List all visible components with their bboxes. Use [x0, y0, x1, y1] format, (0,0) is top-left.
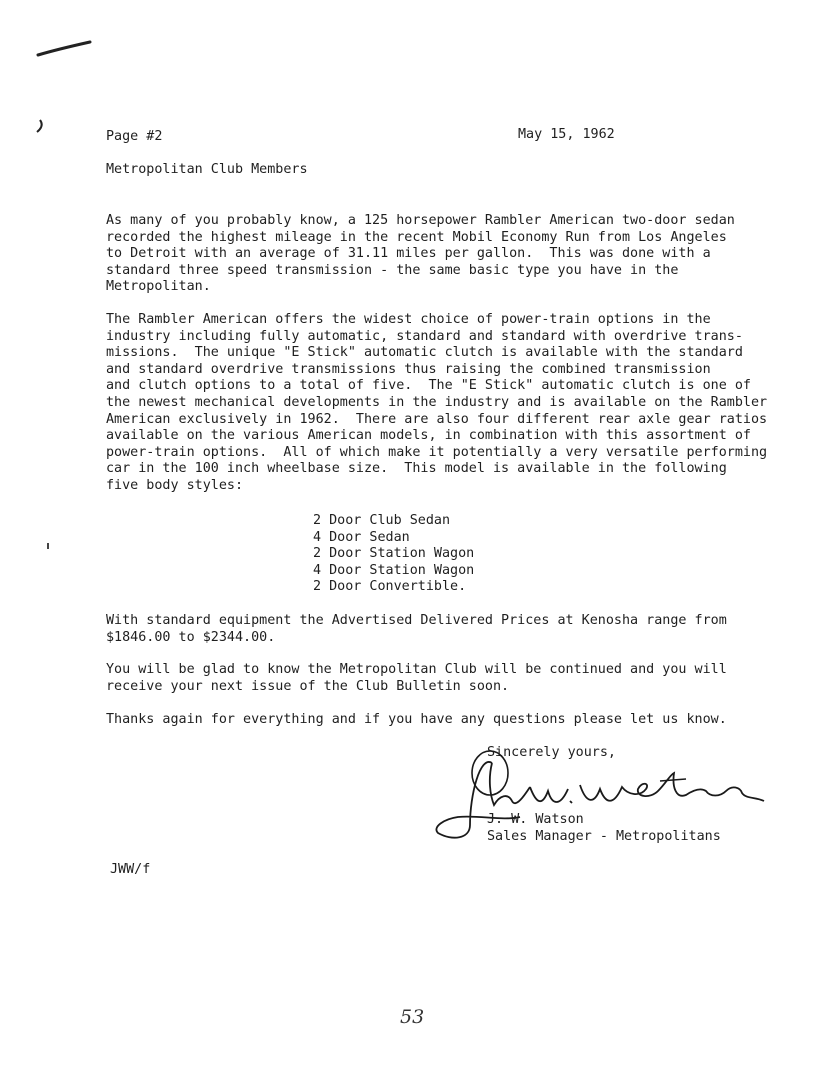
- list-item: 4 Door Sedan: [313, 529, 410, 545]
- text-line: $1846.00 to $2344.00.: [106, 629, 276, 645]
- text-line: With standard equipment the Advertised Delivered Prices at Kenosha range from: [106, 613, 727, 628]
- text-line: car in the 100 inch wheelbase size. This model is available in the following: [106, 461, 727, 477]
- list-item: 4 Door Station Wagon: [313, 562, 475, 578]
- text-line: five body styles:: [106, 477, 244, 493]
- typist-initials: JWW/f: [110, 862, 151, 877]
- signer-name: J. W. Watson: [487, 812, 584, 827]
- margin-dot: [47, 543, 49, 549]
- body-styles-list: [313, 513, 474, 596]
- paragraph-prices: [106, 613, 796, 646]
- margin-pen-stroke: [38, 42, 90, 55]
- list-item: 2 Door Club Sedan: [313, 513, 451, 528]
- signer-title: Sales Manager - Metropolitans: [487, 828, 721, 844]
- text-line: standard three speed transmission - the same basic type you have in the: [106, 262, 679, 278]
- text-line: You will be glad to know the Metropolitan Club will be continued and you will: [106, 662, 727, 677]
- text-line: industry including fully automatic, standard and standard with overdrive trans-: [106, 328, 743, 344]
- text-line: American exclusively in 1962. There are also four different rear axle gear ratios: [106, 411, 768, 427]
- text-line: to Detroit with an average of 31.11 miles per gallon. This was done with a: [106, 246, 711, 262]
- list-item: 2 Door Convertible.: [313, 579, 467, 595]
- text-line: Metropolitan.: [106, 279, 211, 295]
- text-line: The Rambler American offers the widest choice of power-train options in the: [106, 312, 711, 327]
- paragraph-power-train-options: [106, 312, 796, 495]
- text-line: receive your next issue of the Club Bulletin soon.: [106, 678, 510, 694]
- paragraph-thanks: [106, 712, 796, 729]
- recipient-line: Metropolitan Club Members: [106, 162, 308, 177]
- text-line: the newest mechanical developments in the industry and is available on the Rambler: [106, 394, 768, 410]
- text-line: and clutch options to a total of five. The "E Stick" automatic clutch is one of: [106, 378, 751, 394]
- text-line: power-train options. All of which make it potentially a very versatile performing: [106, 444, 768, 460]
- page-number: 53: [400, 1006, 425, 1028]
- signature-block: [487, 812, 721, 845]
- page-label: Page #2: [106, 129, 163, 144]
- salutation: Sincerely yours,: [487, 745, 616, 760]
- text-line: Thanks again for everything and if you have any questions please let us know.: [106, 712, 727, 727]
- paragraph-mobil-economy-run: [106, 213, 796, 296]
- text-line: and standard overdrive transmissions thus raising the combined transmission: [106, 361, 711, 377]
- text-line: missions. The unique "E Stick" automatic clutch is available with the standard: [106, 345, 743, 361]
- paragraph-club-continued: [106, 662, 796, 695]
- text-line: available on the various American models, in combination with this assortment of: [106, 428, 751, 444]
- letter-date: May 15, 1962: [518, 127, 615, 142]
- margin-tick-mark: [37, 120, 42, 132]
- text-line: As many of you probably know, a 125 horsepower Rambler American two-door sedan: [106, 213, 735, 228]
- list-item: 2 Door Station Wagon: [313, 546, 475, 562]
- text-line: recorded the highest mileage in the recent Mobil Economy Run from Los Angeles: [106, 229, 727, 245]
